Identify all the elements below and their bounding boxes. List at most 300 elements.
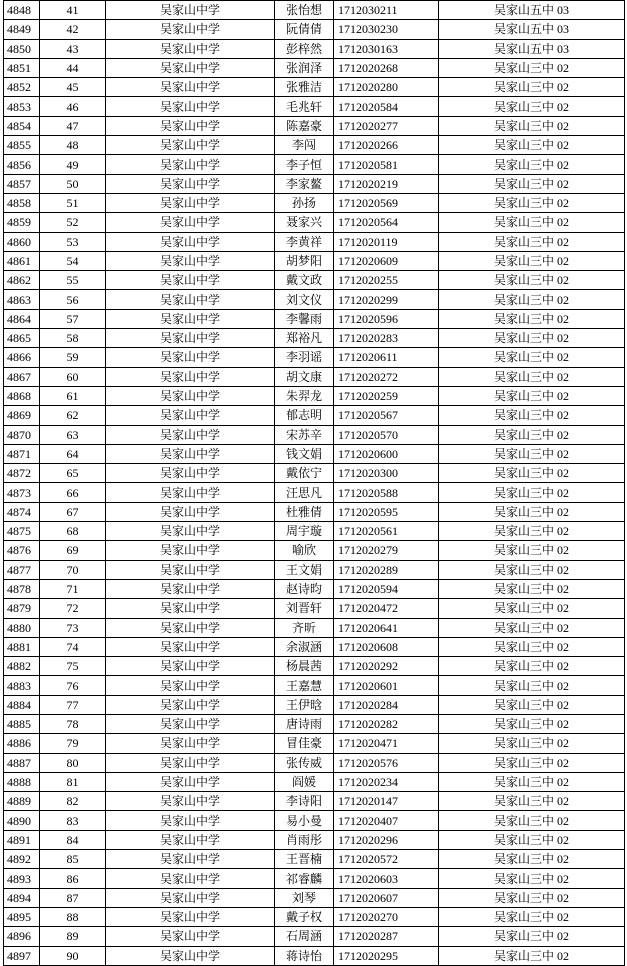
school-cell: 吴家山中学 (106, 174, 275, 193)
exam-site-cell: 吴家山五中 03 (439, 39, 625, 58)
name-cell: 汪思凡 (275, 483, 334, 502)
exam-site-cell: 吴家山三中 02 (439, 348, 625, 367)
table-row (4, 193, 625, 212)
exam-site-cell: 吴家山五中 03 (439, 20, 625, 39)
exam-site-cell: 吴家山三中 02 (439, 329, 625, 348)
exam-site-cell: 吴家山三中 02 (439, 502, 625, 521)
number-cell: 49 (40, 155, 106, 174)
seq-cell: 4887 (4, 753, 40, 772)
exam-site-cell: 吴家山三中 02 (439, 734, 625, 753)
table-row (4, 232, 625, 251)
table-row (4, 251, 625, 270)
name-cell: 聂家兴 (275, 213, 334, 232)
seq-cell: 4891 (4, 830, 40, 849)
id-cell: 1712020295 (334, 946, 439, 965)
seq-cell: 4886 (4, 734, 40, 753)
id-cell: 1712020569 (334, 193, 439, 212)
id-cell: 1712020268 (334, 58, 439, 77)
table-row (4, 483, 625, 502)
table-row (4, 116, 625, 135)
school-cell: 吴家山中学 (106, 560, 275, 579)
seq-cell: 4885 (4, 714, 40, 733)
seq-cell: 4862 (4, 271, 40, 290)
id-cell: 1712020607 (334, 888, 439, 907)
school-cell: 吴家山中学 (106, 136, 275, 155)
name-cell: 张传威 (275, 753, 334, 772)
table-row (4, 522, 625, 541)
seq-cell: 4895 (4, 907, 40, 926)
seq-cell: 4877 (4, 560, 40, 579)
name-cell: 王晋楠 (275, 850, 334, 869)
school-cell: 吴家山中学 (106, 676, 275, 695)
school-cell: 吴家山中学 (106, 946, 275, 965)
table-row (4, 58, 625, 77)
id-cell: 1712020287 (334, 927, 439, 946)
number-cell: 57 (40, 309, 106, 328)
seq-cell: 4860 (4, 232, 40, 251)
school-cell: 吴家山中学 (106, 502, 275, 521)
name-cell: 戴依宁 (275, 464, 334, 483)
number-cell: 67 (40, 502, 106, 521)
name-cell: 胡文康 (275, 367, 334, 386)
roster-table (3, 0, 625, 966)
name-cell: 阎媛 (275, 772, 334, 791)
school-cell: 吴家山中学 (106, 309, 275, 328)
school-cell: 吴家山中学 (106, 116, 275, 135)
seq-cell: 4849 (4, 20, 40, 39)
seq-cell: 4855 (4, 136, 40, 155)
school-cell: 吴家山中学 (106, 695, 275, 714)
name-cell: 冒佳豪 (275, 734, 334, 753)
table-row (4, 830, 625, 849)
school-cell: 吴家山中学 (106, 232, 275, 251)
exam-site-cell: 吴家山三中 02 (439, 425, 625, 444)
seq-cell: 4869 (4, 406, 40, 425)
school-cell: 吴家山中学 (106, 811, 275, 830)
id-cell: 1712020588 (334, 483, 439, 502)
number-cell: 66 (40, 483, 106, 502)
id-cell: 1712020119 (334, 232, 439, 251)
number-cell: 63 (40, 425, 106, 444)
school-cell: 吴家山中学 (106, 637, 275, 656)
name-cell: 朱羿龙 (275, 386, 334, 405)
exam-site-cell: 吴家山三中 02 (439, 290, 625, 309)
id-cell: 1712020567 (334, 406, 439, 425)
number-cell: 43 (40, 39, 106, 58)
name-cell: 王文娟 (275, 560, 334, 579)
exam-site-cell: 吴家山三中 02 (439, 772, 625, 791)
table-row (4, 464, 625, 483)
table-row (4, 1, 625, 20)
id-cell: 1712020594 (334, 579, 439, 598)
id-cell: 1712020611 (334, 348, 439, 367)
school-cell: 吴家山中学 (106, 58, 275, 77)
table-row (4, 348, 625, 367)
school-cell: 吴家山中学 (106, 888, 275, 907)
exam-site-cell: 吴家山三中 02 (439, 58, 625, 77)
exam-site-cell: 吴家山三中 02 (439, 946, 625, 965)
name-cell: 石周涵 (275, 927, 334, 946)
school-cell: 吴家山中学 (106, 657, 275, 676)
exam-site-cell: 吴家山三中 02 (439, 522, 625, 541)
name-cell: 齐昕 (275, 618, 334, 637)
seq-cell: 4868 (4, 386, 40, 405)
id-cell: 1712020600 (334, 444, 439, 463)
exam-site-cell: 吴家山三中 02 (439, 406, 625, 425)
number-cell: 52 (40, 213, 106, 232)
school-cell: 吴家山中学 (106, 97, 275, 116)
number-cell: 76 (40, 676, 106, 695)
seq-cell: 4874 (4, 502, 40, 521)
number-cell: 56 (40, 290, 106, 309)
seq-cell: 4873 (4, 483, 40, 502)
seq-cell: 4853 (4, 97, 40, 116)
table-row (4, 772, 625, 791)
seq-cell: 4894 (4, 888, 40, 907)
id-cell: 1712020147 (334, 792, 439, 811)
number-cell: 55 (40, 271, 106, 290)
exam-site-cell: 吴家山三中 02 (439, 78, 625, 97)
id-cell: 1712020601 (334, 676, 439, 695)
school-cell: 吴家山中学 (106, 714, 275, 733)
school-cell: 吴家山中学 (106, 348, 275, 367)
table-row (4, 406, 625, 425)
exam-site-cell: 吴家山三中 02 (439, 155, 625, 174)
name-cell: 杨晨茜 (275, 657, 334, 676)
table-row (4, 329, 625, 348)
seq-cell: 4861 (4, 251, 40, 270)
school-cell: 吴家山中学 (106, 792, 275, 811)
id-cell: 1712020595 (334, 502, 439, 521)
name-cell: 李馨雨 (275, 309, 334, 328)
number-cell: 74 (40, 637, 106, 656)
number-cell: 79 (40, 734, 106, 753)
id-cell: 1712020608 (334, 637, 439, 656)
id-cell: 1712020270 (334, 907, 439, 926)
id-cell: 1712020280 (334, 78, 439, 97)
name-cell: 李闯 (275, 136, 334, 155)
exam-site-cell: 吴家山三中 02 (439, 907, 625, 926)
table-row (4, 97, 625, 116)
exam-site-cell: 吴家山三中 02 (439, 618, 625, 637)
school-cell: 吴家山中学 (106, 251, 275, 270)
name-cell: 李黄祥 (275, 232, 334, 251)
table-row (4, 734, 625, 753)
school-cell: 吴家山中学 (106, 444, 275, 463)
table-row (4, 946, 625, 965)
name-cell: 易小曼 (275, 811, 334, 830)
school-cell: 吴家山中学 (106, 541, 275, 560)
table-row (4, 309, 625, 328)
table-row (4, 579, 625, 598)
name-cell: 刘晋轩 (275, 599, 334, 618)
number-cell: 83 (40, 811, 106, 830)
seq-cell: 4851 (4, 58, 40, 77)
school-cell: 吴家山中学 (106, 155, 275, 174)
school-cell: 吴家山中学 (106, 927, 275, 946)
id-cell: 1712020570 (334, 425, 439, 444)
school-cell: 吴家山中学 (106, 213, 275, 232)
name-cell: 李家鳌 (275, 174, 334, 193)
exam-site-cell: 吴家山三中 02 (439, 811, 625, 830)
exam-site-cell: 吴家山三中 02 (439, 657, 625, 676)
table-row (4, 792, 625, 811)
name-cell: 周宇璇 (275, 522, 334, 541)
id-cell: 1712020581 (334, 155, 439, 174)
seq-cell: 4879 (4, 599, 40, 618)
id-cell: 1712020472 (334, 599, 439, 618)
school-cell: 吴家山中学 (106, 290, 275, 309)
school-cell: 吴家山中学 (106, 869, 275, 888)
number-cell: 65 (40, 464, 106, 483)
seq-cell: 4878 (4, 579, 40, 598)
number-cell: 68 (40, 522, 106, 541)
table-row (4, 753, 625, 772)
name-cell: 张雅洁 (275, 78, 334, 97)
name-cell: 郑裕凡 (275, 329, 334, 348)
number-cell: 60 (40, 367, 106, 386)
seq-cell: 4848 (4, 1, 40, 20)
seq-cell: 4896 (4, 927, 40, 946)
id-cell: 1712020277 (334, 116, 439, 135)
id-cell: 1712020609 (334, 251, 439, 270)
exam-site-cell: 吴家山三中 02 (439, 869, 625, 888)
seq-cell: 4897 (4, 946, 40, 965)
exam-site-cell: 吴家山三中 02 (439, 927, 625, 946)
id-cell: 1712020259 (334, 386, 439, 405)
exam-site-cell: 吴家山三中 02 (439, 695, 625, 714)
school-cell: 吴家山中学 (106, 78, 275, 97)
table-row (4, 290, 625, 309)
name-cell: 刘文仪 (275, 290, 334, 309)
table-row (4, 213, 625, 232)
school-cell: 吴家山中学 (106, 830, 275, 849)
number-cell: 62 (40, 406, 106, 425)
school-cell: 吴家山中学 (106, 599, 275, 618)
number-cell: 72 (40, 599, 106, 618)
exam-site-cell: 吴家山三中 02 (439, 830, 625, 849)
exam-site-cell: 吴家山三中 02 (439, 271, 625, 290)
table-row (4, 907, 625, 926)
number-cell: 71 (40, 579, 106, 598)
number-cell: 85 (40, 850, 106, 869)
table-row (4, 271, 625, 290)
number-cell: 90 (40, 946, 106, 965)
table-row (4, 811, 625, 830)
name-cell: 刘琴 (275, 888, 334, 907)
id-cell: 1712020471 (334, 734, 439, 753)
table-row (4, 637, 625, 656)
table-row (4, 78, 625, 97)
table-row (4, 174, 625, 193)
seq-cell: 4890 (4, 811, 40, 830)
name-cell: 李诗阳 (275, 792, 334, 811)
number-cell: 82 (40, 792, 106, 811)
table-row (4, 560, 625, 579)
id-cell: 1712020407 (334, 811, 439, 830)
exam-site-cell: 吴家山三中 02 (439, 676, 625, 695)
number-cell: 50 (40, 174, 106, 193)
id-cell: 1712020279 (334, 541, 439, 560)
id-cell: 1712020299 (334, 290, 439, 309)
number-cell: 51 (40, 193, 106, 212)
id-cell: 1712020564 (334, 213, 439, 232)
seq-cell: 4889 (4, 792, 40, 811)
id-cell: 1712020572 (334, 850, 439, 869)
school-cell: 吴家山中学 (106, 522, 275, 541)
exam-site-cell: 吴家山三中 02 (439, 753, 625, 772)
school-cell: 吴家山中学 (106, 193, 275, 212)
id-cell: 1712020596 (334, 309, 439, 328)
id-cell: 1712020284 (334, 695, 439, 714)
number-cell: 64 (40, 444, 106, 463)
seq-cell: 4856 (4, 155, 40, 174)
seq-cell: 4857 (4, 174, 40, 193)
number-cell: 73 (40, 618, 106, 637)
seq-cell: 4850 (4, 39, 40, 58)
id-cell: 1712020282 (334, 714, 439, 733)
id-cell: 1712020289 (334, 560, 439, 579)
exam-site-cell: 吴家山五中 03 (439, 1, 625, 20)
exam-site-cell: 吴家山三中 02 (439, 213, 625, 232)
seq-cell: 4854 (4, 116, 40, 135)
name-cell: 杜雅倩 (275, 502, 334, 521)
name-cell: 阮倩倩 (275, 20, 334, 39)
id-cell: 1712020272 (334, 367, 439, 386)
number-cell: 41 (40, 1, 106, 20)
exam-site-cell: 吴家山三中 02 (439, 444, 625, 463)
id-cell: 1712030163 (334, 39, 439, 58)
school-cell: 吴家山中学 (106, 20, 275, 39)
exam-site-cell: 吴家山三中 02 (439, 367, 625, 386)
number-cell: 44 (40, 58, 106, 77)
id-cell: 1712030211 (334, 1, 439, 20)
school-cell: 吴家山中学 (106, 907, 275, 926)
school-cell: 吴家山中学 (106, 753, 275, 772)
seq-cell: 4852 (4, 78, 40, 97)
seq-cell: 4866 (4, 348, 40, 367)
seq-cell: 4865 (4, 329, 40, 348)
school-cell: 吴家山中学 (106, 425, 275, 444)
exam-site-cell: 吴家山三中 02 (439, 579, 625, 598)
seq-cell: 4859 (4, 213, 40, 232)
number-cell: 46 (40, 97, 106, 116)
school-cell: 吴家山中学 (106, 386, 275, 405)
table-row (4, 20, 625, 39)
number-cell: 77 (40, 695, 106, 714)
name-cell: 蒋诗怡 (275, 946, 334, 965)
name-cell: 赵诗昀 (275, 579, 334, 598)
exam-site-cell: 吴家山三中 02 (439, 483, 625, 502)
id-cell: 1712020641 (334, 618, 439, 637)
number-cell: 75 (40, 657, 106, 676)
table-row (4, 927, 625, 946)
table-row (4, 599, 625, 618)
school-cell: 吴家山中学 (106, 367, 275, 386)
exam-site-cell: 吴家山三中 02 (439, 599, 625, 618)
table-row (4, 502, 625, 521)
id-cell: 1712020576 (334, 753, 439, 772)
exam-site-cell: 吴家山三中 02 (439, 637, 625, 656)
exam-site-cell: 吴家山三中 02 (439, 116, 625, 135)
exam-site-cell: 吴家山三中 02 (439, 464, 625, 483)
seq-cell: 4863 (4, 290, 40, 309)
seq-cell: 4858 (4, 193, 40, 212)
name-cell: 肖雨彤 (275, 830, 334, 849)
exam-site-cell: 吴家山三中 02 (439, 193, 625, 212)
number-cell: 89 (40, 927, 106, 946)
number-cell: 86 (40, 869, 106, 888)
id-cell: 1712020266 (334, 136, 439, 155)
number-cell: 80 (40, 753, 106, 772)
seq-cell: 4876 (4, 541, 40, 560)
table-row (4, 425, 625, 444)
number-cell: 48 (40, 136, 106, 155)
id-cell: 1712020292 (334, 657, 439, 676)
number-cell: 81 (40, 772, 106, 791)
number-cell: 59 (40, 348, 106, 367)
seq-cell: 4881 (4, 637, 40, 656)
number-cell: 45 (40, 78, 106, 97)
id-cell: 1712020255 (334, 271, 439, 290)
table-row (4, 695, 625, 714)
name-cell: 郁志明 (275, 406, 334, 425)
table-row (4, 367, 625, 386)
name-cell: 喻欣 (275, 541, 334, 560)
name-cell: 王伊晗 (275, 695, 334, 714)
seq-cell: 4883 (4, 676, 40, 695)
table-row (4, 386, 625, 405)
school-cell: 吴家山中学 (106, 850, 275, 869)
name-cell: 戴文政 (275, 271, 334, 290)
school-cell: 吴家山中学 (106, 579, 275, 598)
name-cell: 李羽谣 (275, 348, 334, 367)
id-cell: 1712030230 (334, 20, 439, 39)
table-row (4, 618, 625, 637)
id-cell: 1712020300 (334, 464, 439, 483)
seq-cell: 4871 (4, 444, 40, 463)
name-cell: 余淑涵 (275, 637, 334, 656)
table-row (4, 136, 625, 155)
school-cell: 吴家山中学 (106, 406, 275, 425)
number-cell: 42 (40, 20, 106, 39)
school-cell: 吴家山中学 (106, 1, 275, 20)
id-cell: 1712020584 (334, 97, 439, 116)
number-cell: 88 (40, 907, 106, 926)
table-row (4, 850, 625, 869)
roster-table-body (4, 1, 625, 966)
school-cell: 吴家山中学 (106, 734, 275, 753)
school-cell: 吴家山中学 (106, 772, 275, 791)
seq-cell: 4893 (4, 869, 40, 888)
exam-site-cell: 吴家山三中 02 (439, 386, 625, 405)
name-cell: 张润泽 (275, 58, 334, 77)
name-cell: 钱文娟 (275, 444, 334, 463)
number-cell: 61 (40, 386, 106, 405)
seq-cell: 4882 (4, 657, 40, 676)
number-cell: 84 (40, 830, 106, 849)
name-cell: 祁睿麟 (275, 869, 334, 888)
id-cell: 1712020283 (334, 329, 439, 348)
name-cell: 唐诗雨 (275, 714, 334, 733)
id-cell: 1712020296 (334, 830, 439, 849)
school-cell: 吴家山中学 (106, 618, 275, 637)
exam-site-cell: 吴家山三中 02 (439, 232, 625, 251)
number-cell: 69 (40, 541, 106, 560)
name-cell: 李子恒 (275, 155, 334, 174)
number-cell: 53 (40, 232, 106, 251)
exam-site-cell: 吴家山三中 02 (439, 251, 625, 270)
